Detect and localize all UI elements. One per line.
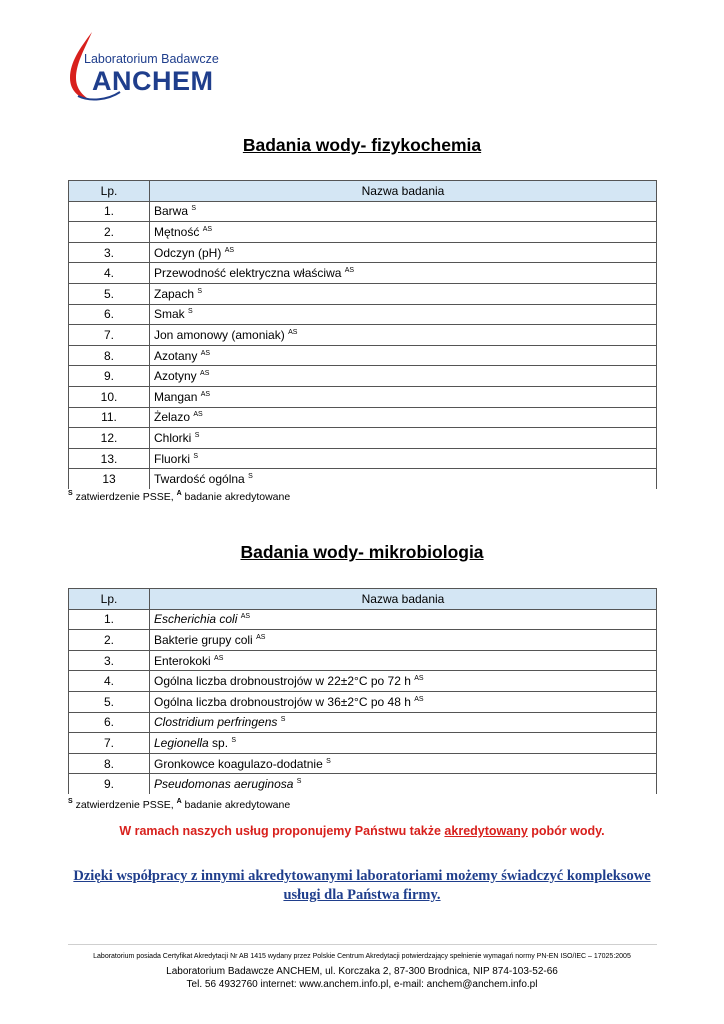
row-number: 8. (69, 753, 150, 774)
accreditation-mark: AS (214, 654, 224, 662)
table-row (69, 242, 657, 263)
test-name-cell (150, 753, 657, 774)
test-name-cell (150, 366, 657, 387)
name-header: Nazwa badania (150, 181, 657, 202)
micro-table (68, 588, 657, 794)
accreditation-mark: S (248, 473, 253, 481)
accreditation-mark: AS (414, 675, 424, 683)
row-number: 7. (69, 325, 150, 346)
test-name: Azotyny (154, 369, 197, 384)
anchem-logo (64, 30, 244, 102)
phys-section-title: Badania wody- fizykochemia (242, 135, 482, 155)
legend-s-text: zatwierdzenie PSSE, (72, 799, 174, 811)
test-name-cell (150, 242, 657, 263)
row-number: 2. (69, 630, 150, 651)
legend-s-text: zatwierdzenie PSSE, (72, 491, 174, 503)
test-name-cell (150, 428, 657, 449)
test-name: Escherichia coli (154, 612, 238, 627)
footer-certificate: Laboratorium posiada Certyfikat Akredytacji Nr AB 1415 wydany przez Polskie Centrum Akredytacji potwierdzający spełnienie wymagań normy PN-EN ISO/IEC – 17025:2005 (93, 953, 631, 960)
table-row (69, 650, 657, 671)
test-name: Żelazo (154, 410, 191, 425)
table-row (69, 469, 657, 489)
test-name: Ogólna liczba drobnoustrojów w 22±2°C po 72 h (154, 674, 411, 689)
micro-section-title: Badania wody- mikrobiologia (240, 542, 484, 562)
legend-s-mark: S (68, 490, 73, 497)
test-name-cell (150, 386, 657, 407)
phys-legend (68, 490, 290, 503)
legend-a-text: badanie akredytowane (181, 799, 291, 811)
name-header: Nazwa badania (150, 589, 657, 610)
row-number: 9. (69, 774, 150, 794)
row-number: 5. (69, 691, 150, 712)
accreditation-mark: AS (344, 267, 355, 275)
table-row (69, 712, 657, 733)
test-name: Pseudomonas aeruginosa (154, 777, 294, 792)
test-name-cell (150, 222, 657, 243)
test-name: Jon amonowy (amoniak) (154, 327, 285, 342)
row-number: 13. (69, 448, 150, 469)
legend-a-mark: A (176, 490, 182, 497)
accreditation-mark: AS (240, 613, 251, 621)
test-name: Twardość ogólna (154, 472, 245, 487)
row-number: 8. (69, 345, 150, 366)
table-row (69, 386, 657, 407)
test-name: Barwa (154, 204, 189, 219)
test-name-suffix: sp. (208, 735, 229, 750)
accreditation-mark: AS (224, 246, 235, 254)
accreditation-mark: S (326, 757, 331, 765)
row-number: 9. (69, 366, 150, 387)
accreditation-mark: S (191, 205, 197, 213)
lp-header: Lp. (69, 589, 150, 610)
test-name: Legionella (154, 735, 209, 750)
table-row (69, 630, 657, 651)
test-name: Odczyn (pH) (154, 245, 222, 260)
accreditation-mark: AS (288, 328, 298, 336)
test-name-cell (150, 201, 657, 222)
row-number: 10. (69, 386, 150, 407)
logo-top-text: Laboratorium Badawcze (84, 52, 219, 66)
test-name-cell (150, 448, 657, 469)
test-name-cell (150, 774, 657, 794)
row-number: 6. (69, 712, 150, 733)
row-number: 12. (69, 428, 150, 449)
accreditation-mark: AS (414, 695, 424, 703)
table-row (69, 774, 657, 794)
table-row (69, 448, 657, 469)
accreditation-mark: AS (256, 633, 266, 641)
test-name-cell (150, 630, 657, 651)
accreditation-mark: AS (202, 225, 213, 233)
test-name-cell (150, 407, 657, 428)
row-number: 3. (69, 650, 150, 671)
accreditation-mark: S (231, 736, 237, 744)
table-row (69, 345, 657, 366)
test-name: Mangan (154, 389, 198, 404)
cooperation-text: Dzięki współpracy z innymi akredytowanymi laboratoriami możemy świadczyć kompleksowe usługi dla Państwa firmy. (73, 868, 651, 903)
table-row (69, 304, 657, 325)
test-name: Smak (154, 307, 185, 322)
test-name: Ogólna liczba drobnoustrojów w 36±2°C po 48 h (154, 694, 411, 709)
test-name-cell (150, 263, 657, 284)
table-row (69, 691, 657, 712)
promo-after: pobór wody. (527, 824, 605, 838)
test-name-cell (150, 671, 657, 692)
accreditation-mark: S (194, 431, 200, 439)
test-name-cell (150, 650, 657, 671)
test-name: Przewodność elektryczna właściwa (154, 266, 342, 281)
legend-a-mark: A (176, 798, 182, 805)
accreditation-mark: S (188, 308, 193, 316)
row-number: 2. (69, 222, 150, 243)
row-number: 4. (69, 263, 150, 284)
test-name: Enterokoki (154, 653, 211, 668)
accreditation-mark: AS (200, 349, 211, 357)
test-name-cell (150, 304, 657, 325)
legend-a-text: badanie akredytowane (181, 491, 291, 503)
micro-table-header (69, 589, 657, 610)
test-name: Mętność (154, 224, 200, 239)
accreditation-mark: S (193, 452, 199, 460)
table-row (69, 222, 657, 243)
accreditation-mark: S (296, 778, 302, 786)
lp-header: Lp. (69, 181, 150, 202)
table-row (69, 671, 657, 692)
test-name: Fluorki (154, 451, 191, 466)
row-number: 7. (69, 733, 150, 754)
row-number: 1. (69, 201, 150, 222)
footer-contact: Tel. 56 4932760 internet: www.anchem.info.pl, e-mail: anchem@anchem.info.pl (186, 979, 538, 990)
test-name-cell (150, 345, 657, 366)
row-number: 13 (69, 469, 150, 489)
accreditation-mark: AS (200, 370, 210, 378)
row-number: 5. (69, 283, 150, 304)
footer-address: Laboratorium Badawcze ANCHEM, ul. Korczaka 2, 87-300 Brodnica, NIP 874-103-52-66 (166, 966, 558, 977)
test-name-cell (150, 609, 657, 630)
table-row (69, 428, 657, 449)
phys-table (68, 180, 657, 489)
accreditation-mark: S (280, 716, 286, 724)
accreditation-mark: S (197, 287, 203, 295)
accreditation-mark: AS (200, 390, 211, 398)
row-number: 6. (69, 304, 150, 325)
test-name: Clostridium perfringens (154, 715, 278, 730)
table-row (69, 733, 657, 754)
test-name-cell (150, 469, 657, 489)
test-name-cell (150, 691, 657, 712)
micro-legend (68, 798, 290, 811)
promo-text (0, 824, 724, 838)
promo-before: W ramach naszych usług proponujemy Państwu także (119, 824, 445, 838)
accreditation-mark: AS (193, 411, 203, 419)
table-row (69, 263, 657, 284)
test-name: Gronkowce koagulazo-dodatnie (154, 756, 323, 771)
row-number: 3. (69, 242, 150, 263)
row-number: 11. (69, 407, 150, 428)
test-name-cell (150, 712, 657, 733)
test-name-cell (150, 733, 657, 754)
legend-s-mark: S (68, 798, 73, 805)
table-row (69, 325, 657, 346)
table-row (69, 609, 657, 630)
row-number: 1. (69, 609, 150, 630)
table-row (69, 283, 657, 304)
test-name: Azotany (154, 348, 198, 363)
table-row (69, 201, 657, 222)
footer-divider (68, 944, 657, 945)
test-name: Zapach (154, 286, 195, 301)
test-name: Bakterie grupy coli (154, 632, 253, 647)
table-row (69, 753, 657, 774)
row-number: 4. (69, 671, 150, 692)
test-name: Chlorki (154, 430, 192, 445)
promo-underlined: akredytowany (444, 824, 528, 838)
phys-table-header (69, 181, 657, 202)
test-name-cell (150, 283, 657, 304)
table-row (69, 407, 657, 428)
table-row (69, 366, 657, 387)
logo-main-text: ANCHEM (92, 66, 214, 96)
test-name-cell (150, 325, 657, 346)
